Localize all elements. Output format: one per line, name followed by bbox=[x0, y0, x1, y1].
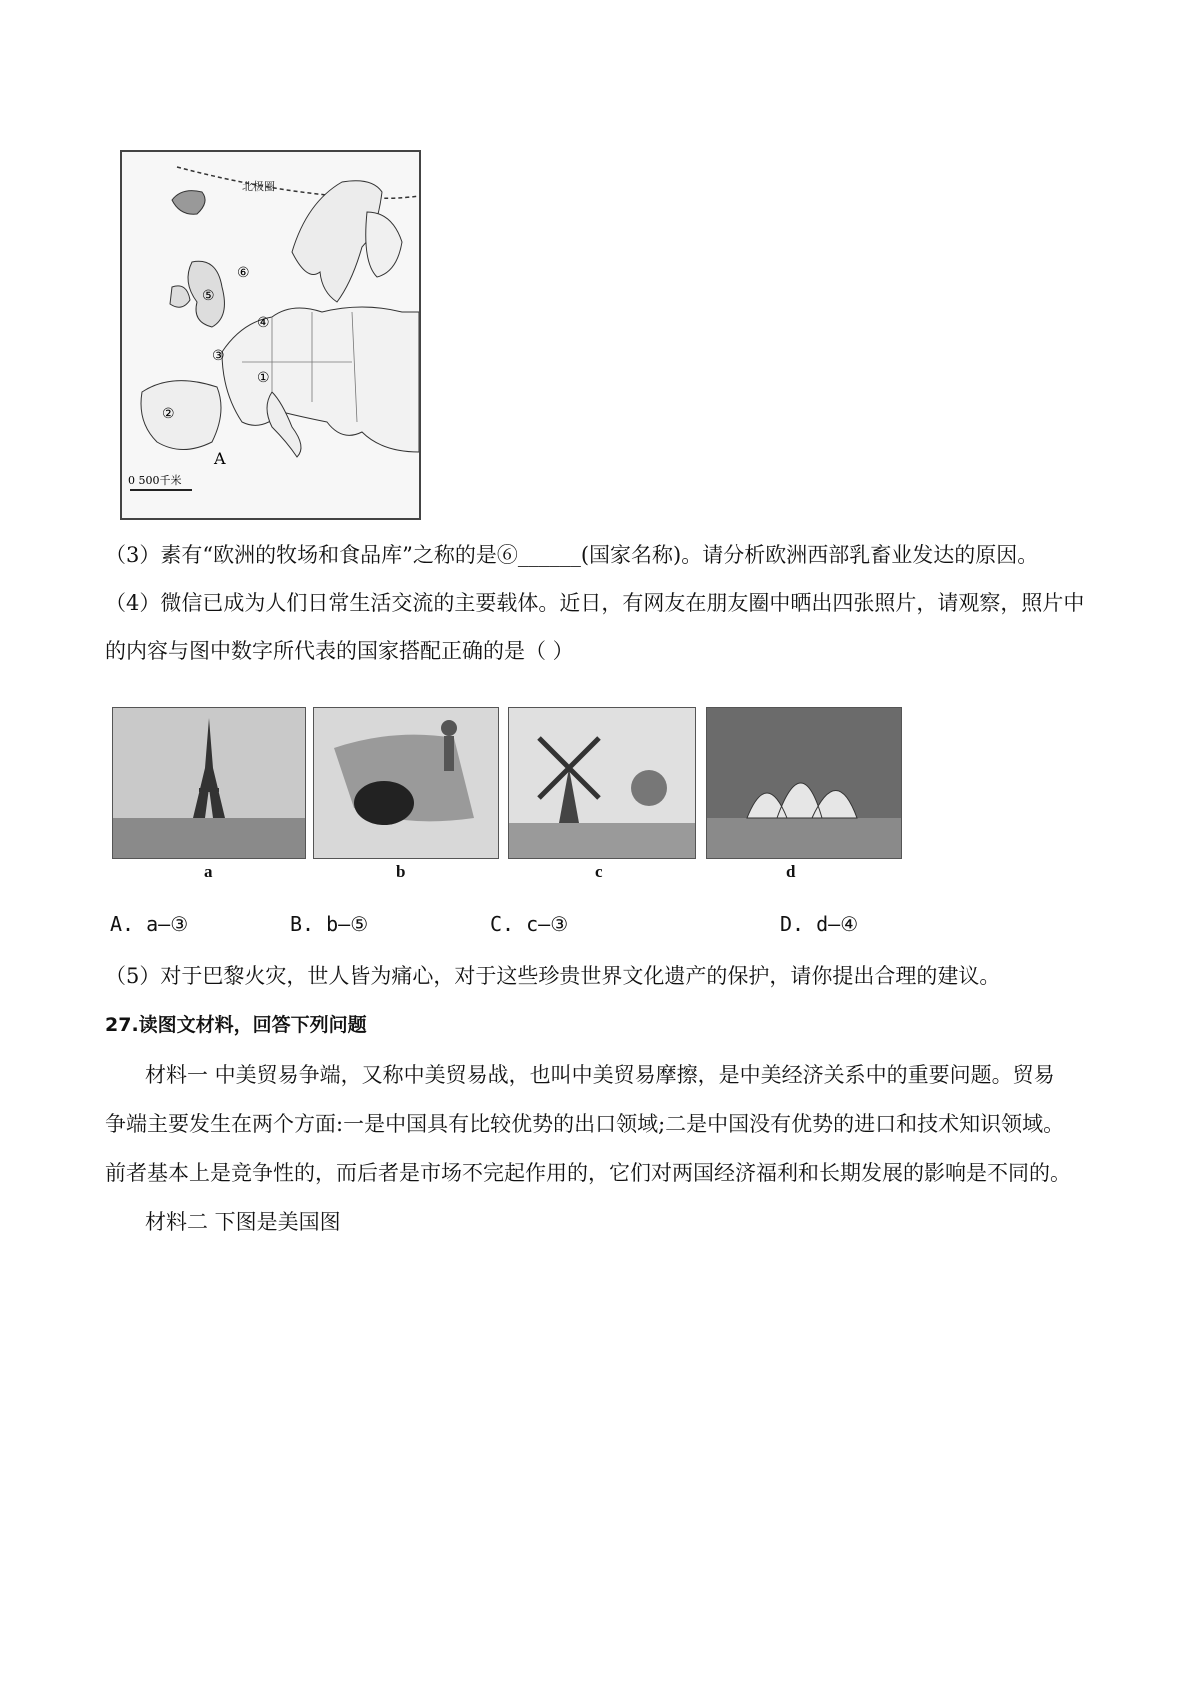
map-marker-2: ② bbox=[162, 406, 175, 422]
map-scale-label: 0 500千米 bbox=[128, 474, 182, 487]
europe-map-drawing bbox=[122, 152, 419, 518]
photo-d-sydney-opera-house bbox=[706, 707, 902, 859]
europe-map bbox=[120, 150, 421, 520]
sea-label-a: A bbox=[214, 449, 226, 468]
map-marker-6: ⑥ bbox=[237, 265, 250, 281]
question-27-title: 27.读图文材料，回答下列问题 bbox=[105, 1014, 367, 1036]
photo-label-c: c bbox=[595, 862, 603, 881]
map-marker-1: ① bbox=[257, 370, 270, 386]
material-1-line-1: 材料一 中美贸易争端，又称中美贸易战，也叫中美贸易摩擦，是中美经济关系中的重要问题。贸易 bbox=[145, 1063, 1055, 1087]
photo-b-bullfight bbox=[313, 707, 499, 859]
arctic-circle-label: 北极圈 bbox=[242, 180, 275, 193]
map-marker-5: ⑤ bbox=[202, 288, 215, 304]
material-1-line-2: 争端主要发生在两个方面:一是中国具有比较优势的出口领域;二是中国没有优势的进口和技术知识领域。 bbox=[105, 1112, 1065, 1136]
photo-c-windmill bbox=[508, 707, 696, 859]
question-5: （5）对于巴黎火灾，世人皆为痛心，对于这些珍贵世界文化遗产的保护，请你提出合理的建议。 bbox=[105, 964, 1001, 988]
question-3: （3）素有“欧洲的牧场和食品库”之称的是⑥______(国家名称)。请分析欧洲西部乳畜业发达的原因。 bbox=[105, 543, 1039, 567]
option-b[interactable]: B. b—⑤ bbox=[290, 912, 369, 936]
photo-a-eiffel-tower bbox=[112, 707, 306, 859]
material-2: 材料二 下图是美国图 bbox=[145, 1210, 341, 1234]
map-marker-4: ④ bbox=[257, 315, 270, 331]
question-4-line-1: （4）微信已成为人们日常生活交流的主要载体。近日，有网友在朋友圈中晒出四张照片，请观察，照片中 bbox=[105, 591, 1085, 615]
material-1-line-3: 前者基本上是竞争性的，而后者是市场不完起作用的，它们对两国经济福利和长期发展的影响是不同的。 bbox=[105, 1161, 1071, 1185]
photo-label-b: b bbox=[396, 862, 406, 881]
question-4-line-2: 的内容与图中数字所代表的国家搭配正确的是（ ） bbox=[105, 639, 574, 663]
map-marker-3: ③ bbox=[212, 348, 225, 364]
option-d[interactable]: D. d—④ bbox=[780, 912, 859, 936]
photo-label-a: a bbox=[204, 862, 213, 881]
photo-label-d: d bbox=[786, 862, 796, 881]
option-a[interactable]: A. a—③ bbox=[110, 912, 189, 936]
option-c[interactable]: C. c—③ bbox=[490, 912, 569, 936]
